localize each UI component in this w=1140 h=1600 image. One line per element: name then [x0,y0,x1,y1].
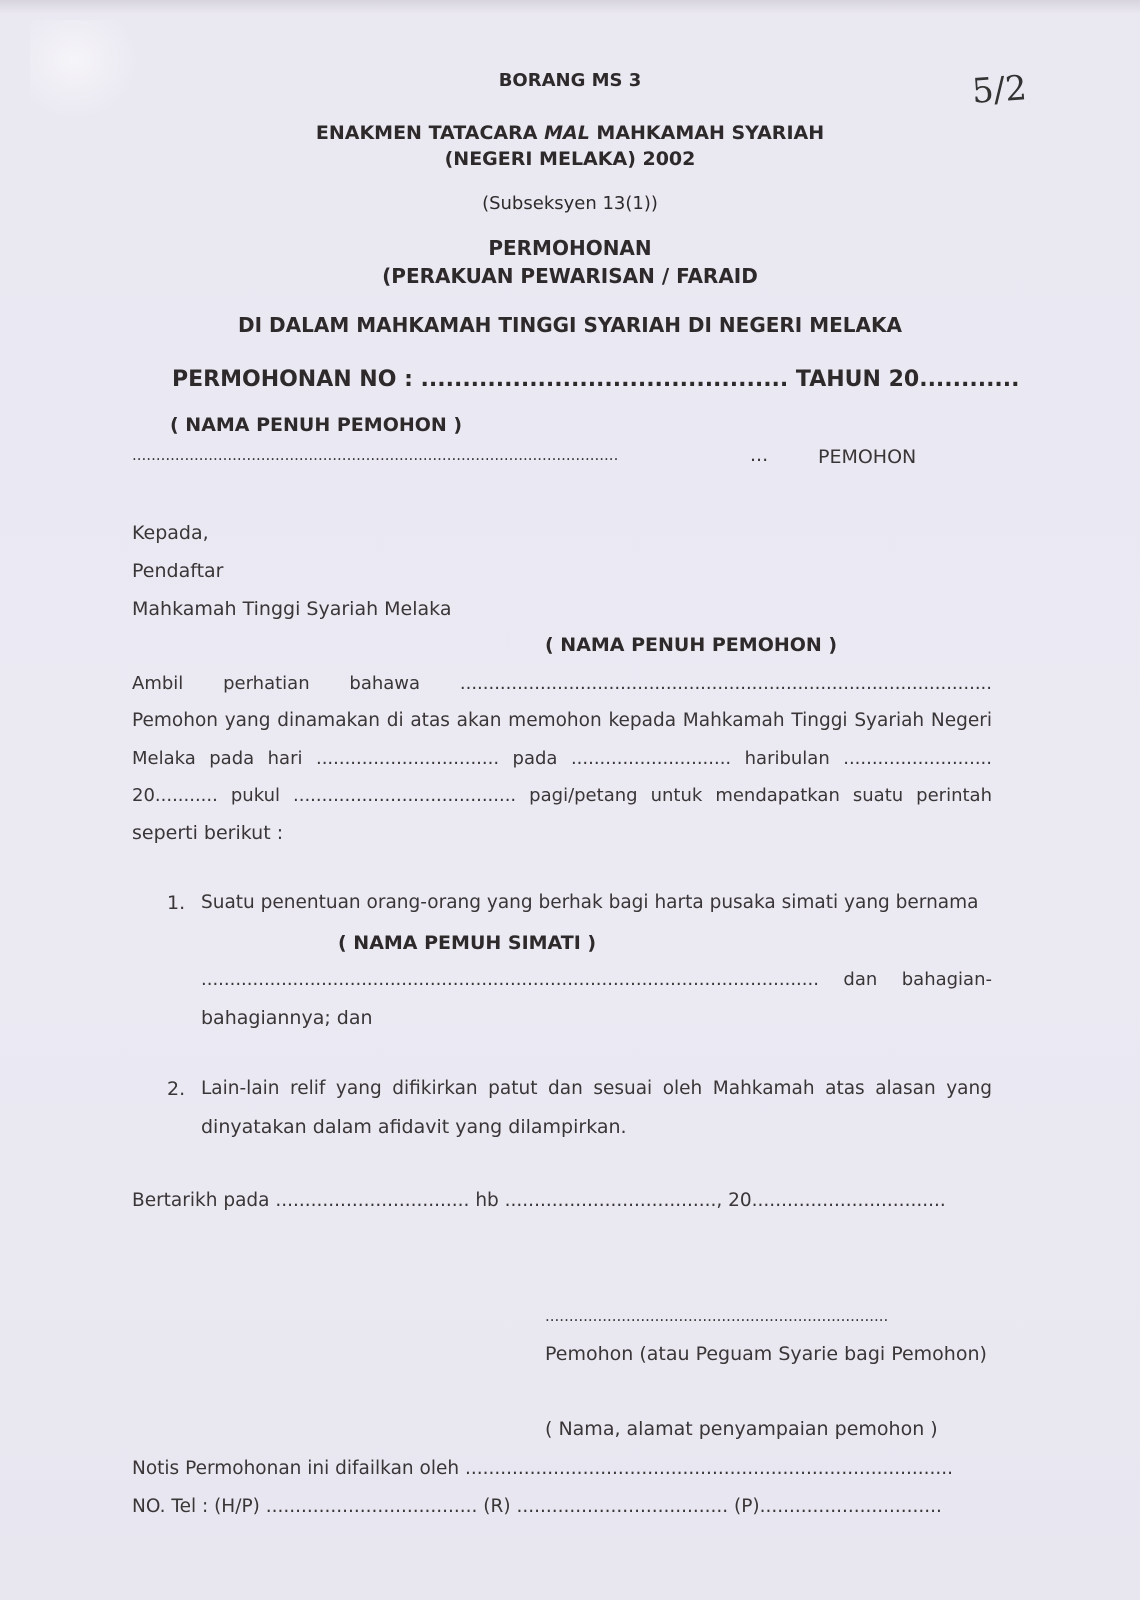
address-note: ( Nama, alamat penyampaian pemohon ) [545,1418,938,1440]
item-1-line-3: bahagiannya; dan [201,1007,373,1029]
notice-line-2: Pemohon yang dinamakan di atas akan memohon kepada Mahkamah Tinggi Syariah Negeri [132,710,992,731]
recipient-court: Mahkamah Tinggi Syariah Melaka [132,598,452,620]
enactment-suffix: MAHKAMAH SYARIAH [589,122,825,144]
signature-label: Pemohon (atau Peguam Syarie bagi Pemohon) [545,1343,987,1365]
enactment-italic-word: MAL [544,122,590,144]
item-1-number: 1. [167,892,186,914]
phone-line: NO. Tel : (H/P) .................................... (R) .................................... (P)............................... [132,1496,942,1517]
applicant-ellipsis: ... [750,444,769,466]
item-2-line-2: dinyatakan dalam afidavit yang dilampirkan. [201,1116,627,1138]
recipient-registrar: Pendaftar [132,560,224,582]
dated-line: Bertarikh pada ................................. hb ...................................., 20................................. [132,1190,946,1211]
item-2-number: 2. [167,1078,186,1100]
court-heading: DI DALAM MAHKAMAH TINGGI SYARIAH DI NEGERI MELAKA [238,313,902,337]
item-2-line-1: Lain-lain relif yang difikirkan patut dan sesuai oleh Mahkamah atas alasan yang [201,1078,992,1099]
enactment-year: (NEGERI MELAKA) 2002 [444,148,696,170]
signature-dots: ........................................................................ [545,1307,889,1325]
deceased-name-heading: ( NAMA PEMUH SIMATI ) [338,932,597,954]
applicant-name-dots: ...................................................................................................... [132,446,619,464]
scan-edge-shadow [0,0,1140,14]
notice-line-5: seperti berikut : [132,822,284,844]
notice-line-4: 20........... pukul ....................................... pagi/petang untuk mendapatkan suatu perintah [132,785,992,806]
filed-by-line: Notis Permohonan ini difailkan oleh ................................................................................... [132,1458,954,1479]
form-title: PERMOHONAN [488,236,652,260]
enactment-prefix: ENAKMEN TATACARA [315,122,545,144]
handwritten-page-note: 5/2 [970,68,1029,112]
applicant-name-heading: ( NAMA PENUH PEMOHON ) [170,414,463,436]
notice-line-1: Ambil perhatian bahawa ............................................................................................. [132,673,992,694]
applicant-label: PEMOHON [818,446,917,468]
form-code: BORANG MS 3 [498,70,642,91]
item-1-line-2: ............................................................................................................ dan bahagian- [201,969,992,990]
enactment-title [0,122,1140,144]
subsection: (Subseksyen 13(1)) [482,193,658,214]
application-number-line: PERMOHONAN NO : ............................................ TAHUN 20............ [172,367,1020,392]
notice-name-heading: ( NAMA PENUH PEMOHON ) [545,634,838,656]
form-subtitle: (PERAKUAN PEWARISAN / FARAID [382,264,758,288]
item-1-line-1: Suatu penentuan orang-orang yang berhak bagi harta pusaka simati yang bernama [201,892,979,913]
notice-line-3: Melaka pada hari ................................ pada ............................ haribulan .......................... [132,748,992,769]
recipient-to: Kepada, [132,522,209,544]
